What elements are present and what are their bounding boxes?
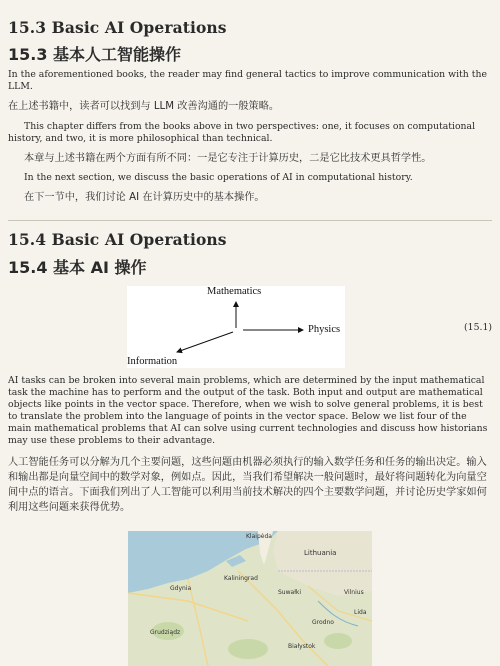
section-heading-zh: 15.3 基本人工智能操作	[8, 45, 182, 64]
label-physics: Physics	[308, 324, 341, 335]
map-label: Vilnius	[344, 589, 364, 596]
map-label: Lida	[354, 609, 367, 616]
vector-diagram	[127, 286, 345, 368]
section-heading-zh: 15.4 基本 AI 操作	[8, 258, 147, 277]
map-label: Białystok	[288, 643, 316, 650]
paragraph-en: This chapter differs from the books above in two perspectives: one, it focuses on computational history, and two, it is more philosophical than technical.	[8, 121, 476, 144]
section-heading-en: 15.4 Basic AI Operations	[8, 230, 227, 249]
paragraph-en: In the next section, we discuss the basic operations of AI in computational history.	[24, 172, 413, 183]
label-mathematics: Mathematics	[207, 286, 262, 297]
paragraph-zh: 本章与上述书籍在两个方面有所不同：一是它专注于计算历史，二是它比技术更具哲学性。	[24, 153, 432, 164]
arrow-down-left	[177, 332, 233, 352]
section-divider	[8, 220, 492, 221]
paragraph-en: In the aforementioned books, the reader may find general tactics to improve communication with the LLM.	[8, 69, 487, 92]
label-information: Information	[127, 356, 178, 367]
paragraph-zh: 在上述书籍中，读者可以找到与 LLM 改善沟通的一般策略。	[8, 101, 280, 112]
equation-number: (15.1)	[464, 322, 492, 333]
paragraph-en: AI tasks can be broken into several main problems, which are determined by the input mathematical task the machine has to perform and the output of the task. Both input and output are mathematical objects like points in the vector space. Therefore, when we wish to solve general problems, it is best to translate the problem into the language of points in the vector space. Below we list four of the main mathematical problems that AI can solve using current technologies and discuss how historians may use these problems to their advantage.	[8, 375, 488, 446]
paragraph-zh: 在下一节中，我们讨论 AI 在计算历史中的基本操作。	[24, 192, 265, 203]
map-label: Klaipėda	[246, 533, 272, 540]
paragraph-zh: 人工智能任务可以分解为几个主要问题，这些问题由机器必须执行的输入数学任务和任务的输出决定。输入和输出都是向量空间中的数学对象，例如点。因此，当我们希望解决一般问题时，最好将问题转化为向量空间中点的语言。下面我们列出了人工智能可以利用当前技术解决的四个主要数学问题，并讨论历史学家如何利用这些问题来获得优势。	[8, 457, 487, 513]
map-label: Grudziądz	[150, 629, 181, 636]
map-label: Kaliningrad	[224, 575, 258, 582]
map-image	[128, 531, 372, 666]
map-label: Grodno	[312, 619, 334, 626]
map-label: Lithuania	[304, 549, 337, 557]
section-heading-en: 15.3 Basic AI Operations	[8, 18, 227, 37]
map-label: Gdynia	[170, 585, 192, 592]
map-label: Suwałki	[278, 589, 302, 596]
